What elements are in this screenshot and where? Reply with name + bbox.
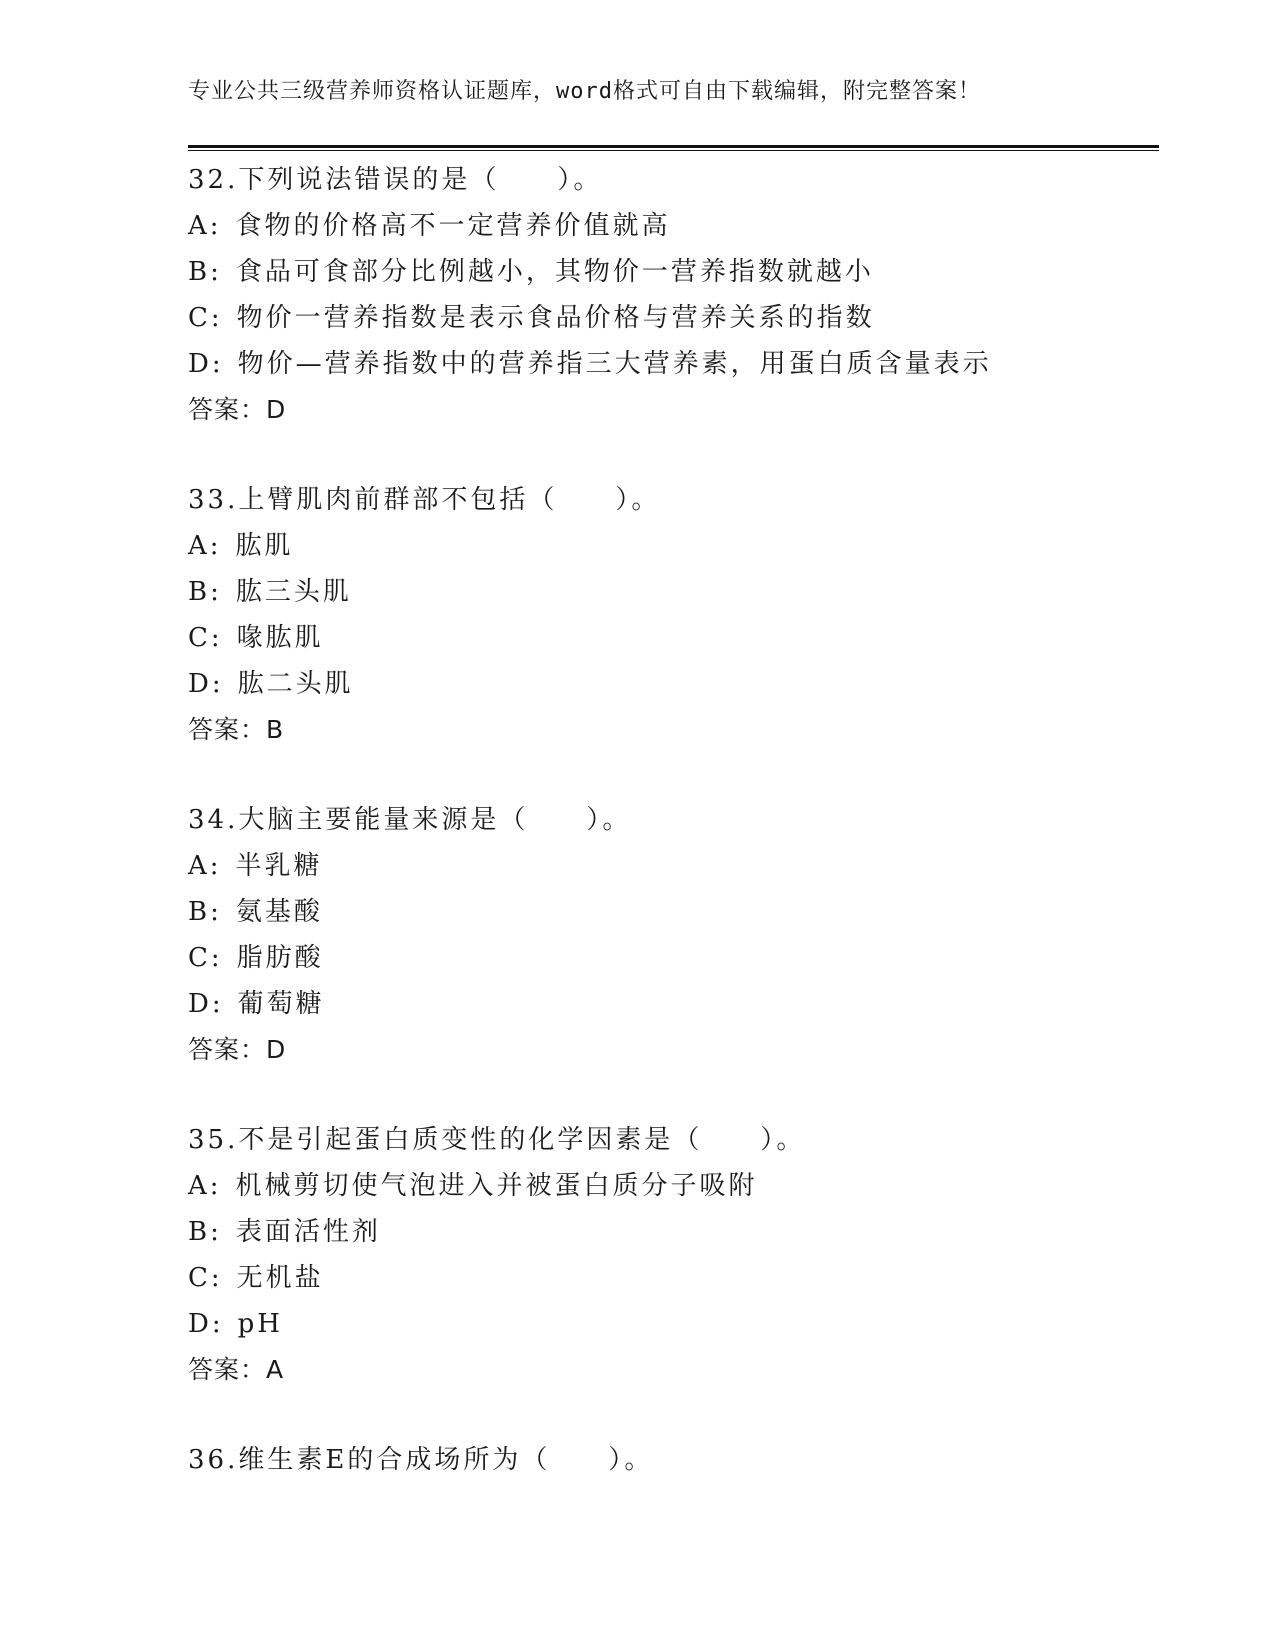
- option-letter: A:: [188, 211, 222, 241]
- question-stem: 32.下列说法错误的是（ ）。: [188, 165, 603, 195]
- option-letter: C:: [188, 623, 223, 653]
- option-letter: D:: [188, 989, 224, 1019]
- option-letter: C:: [188, 943, 223, 973]
- option-text: 喙肱肌: [236, 623, 324, 653]
- option-d: [188, 661, 1159, 707]
- option-text: 机械剪切使气泡进入并被蛋白质分子吸附: [235, 1171, 758, 1201]
- option-text: 表面活性剂: [235, 1217, 381, 1247]
- question-34: [188, 797, 1159, 1073]
- option-text: pH: [237, 1309, 283, 1339]
- option-text: 脂肪酸: [236, 943, 324, 973]
- option-text: 食品可食部分比例越小，其物价一营养指数就越小: [235, 257, 874, 287]
- question-32: [188, 157, 1159, 433]
- page-header: 专业公共三级营养师资格认证题库，word格式可自由下载编辑，附完整答案！: [188, 79, 981, 104]
- question-35: [188, 1117, 1159, 1393]
- option-d: [188, 341, 1159, 387]
- option-b: [188, 1209, 1159, 1255]
- option-text: 肱肌: [235, 531, 294, 561]
- question-stem: 34.大脑主要能量来源是（ ）。: [188, 805, 632, 835]
- answer-line: 答案：A: [188, 1355, 285, 1384]
- option-text: 葡萄糖: [237, 989, 325, 1019]
- question-36: [188, 1437, 1159, 1483]
- question-33: [188, 477, 1159, 753]
- option-letter: B:: [188, 257, 222, 287]
- option-letter: C:: [188, 303, 223, 333]
- option-letter: B:: [188, 1217, 222, 1247]
- option-text: 物价—营养指数中的营养指三大营养素，用蛋白质含量表示: [237, 349, 992, 379]
- option-text: 氨基酸: [235, 897, 323, 927]
- option-a: [188, 843, 1159, 889]
- option-letter: B:: [188, 577, 222, 607]
- option-letter: C:: [188, 1263, 223, 1293]
- option-c: [188, 1255, 1159, 1301]
- answer-line: 答案：D: [188, 1035, 287, 1064]
- option-c: [188, 615, 1159, 661]
- option-letter: A:: [188, 531, 222, 561]
- option-c: [188, 295, 1159, 341]
- option-letter: A:: [188, 1171, 222, 1201]
- option-a: [188, 203, 1159, 249]
- option-a: [188, 523, 1159, 569]
- header-divider: [188, 145, 1159, 152]
- option-letter: D:: [188, 349, 224, 379]
- option-letter: B:: [188, 897, 222, 927]
- option-a: [188, 1163, 1159, 1209]
- option-b: [188, 569, 1159, 615]
- option-text: 肱二头肌: [237, 669, 354, 699]
- question-stem: 33.上臂肌肉前群部不包括（ ）。: [188, 485, 661, 515]
- option-c: [188, 935, 1159, 981]
- option-b: [188, 249, 1159, 295]
- question-list: [188, 157, 1159, 1483]
- option-text: 无机盐: [236, 1263, 324, 1293]
- question-stem: 36.维生素E的合成场所为（ ）。: [188, 1445, 654, 1475]
- option-text: 物价一营养指数是表示食品价格与营养关系的指数: [236, 303, 875, 333]
- answer-line: 答案：B: [188, 715, 285, 744]
- answer-line: 答案：D: [188, 395, 287, 424]
- option-letter: D:: [188, 1309, 224, 1339]
- option-d: [188, 1301, 1159, 1347]
- option-text: 半乳糖: [235, 851, 323, 881]
- question-stem: 35.不是引起蛋白质变性的化学因素是（ ）。: [188, 1125, 806, 1155]
- option-d: [188, 981, 1159, 1027]
- option-letter: D:: [188, 669, 224, 699]
- option-text: 食物的价格高不一定营养价值就高: [235, 211, 671, 241]
- option-text: 肱三头肌: [235, 577, 352, 607]
- option-letter: A:: [188, 851, 222, 881]
- option-b: [188, 889, 1159, 935]
